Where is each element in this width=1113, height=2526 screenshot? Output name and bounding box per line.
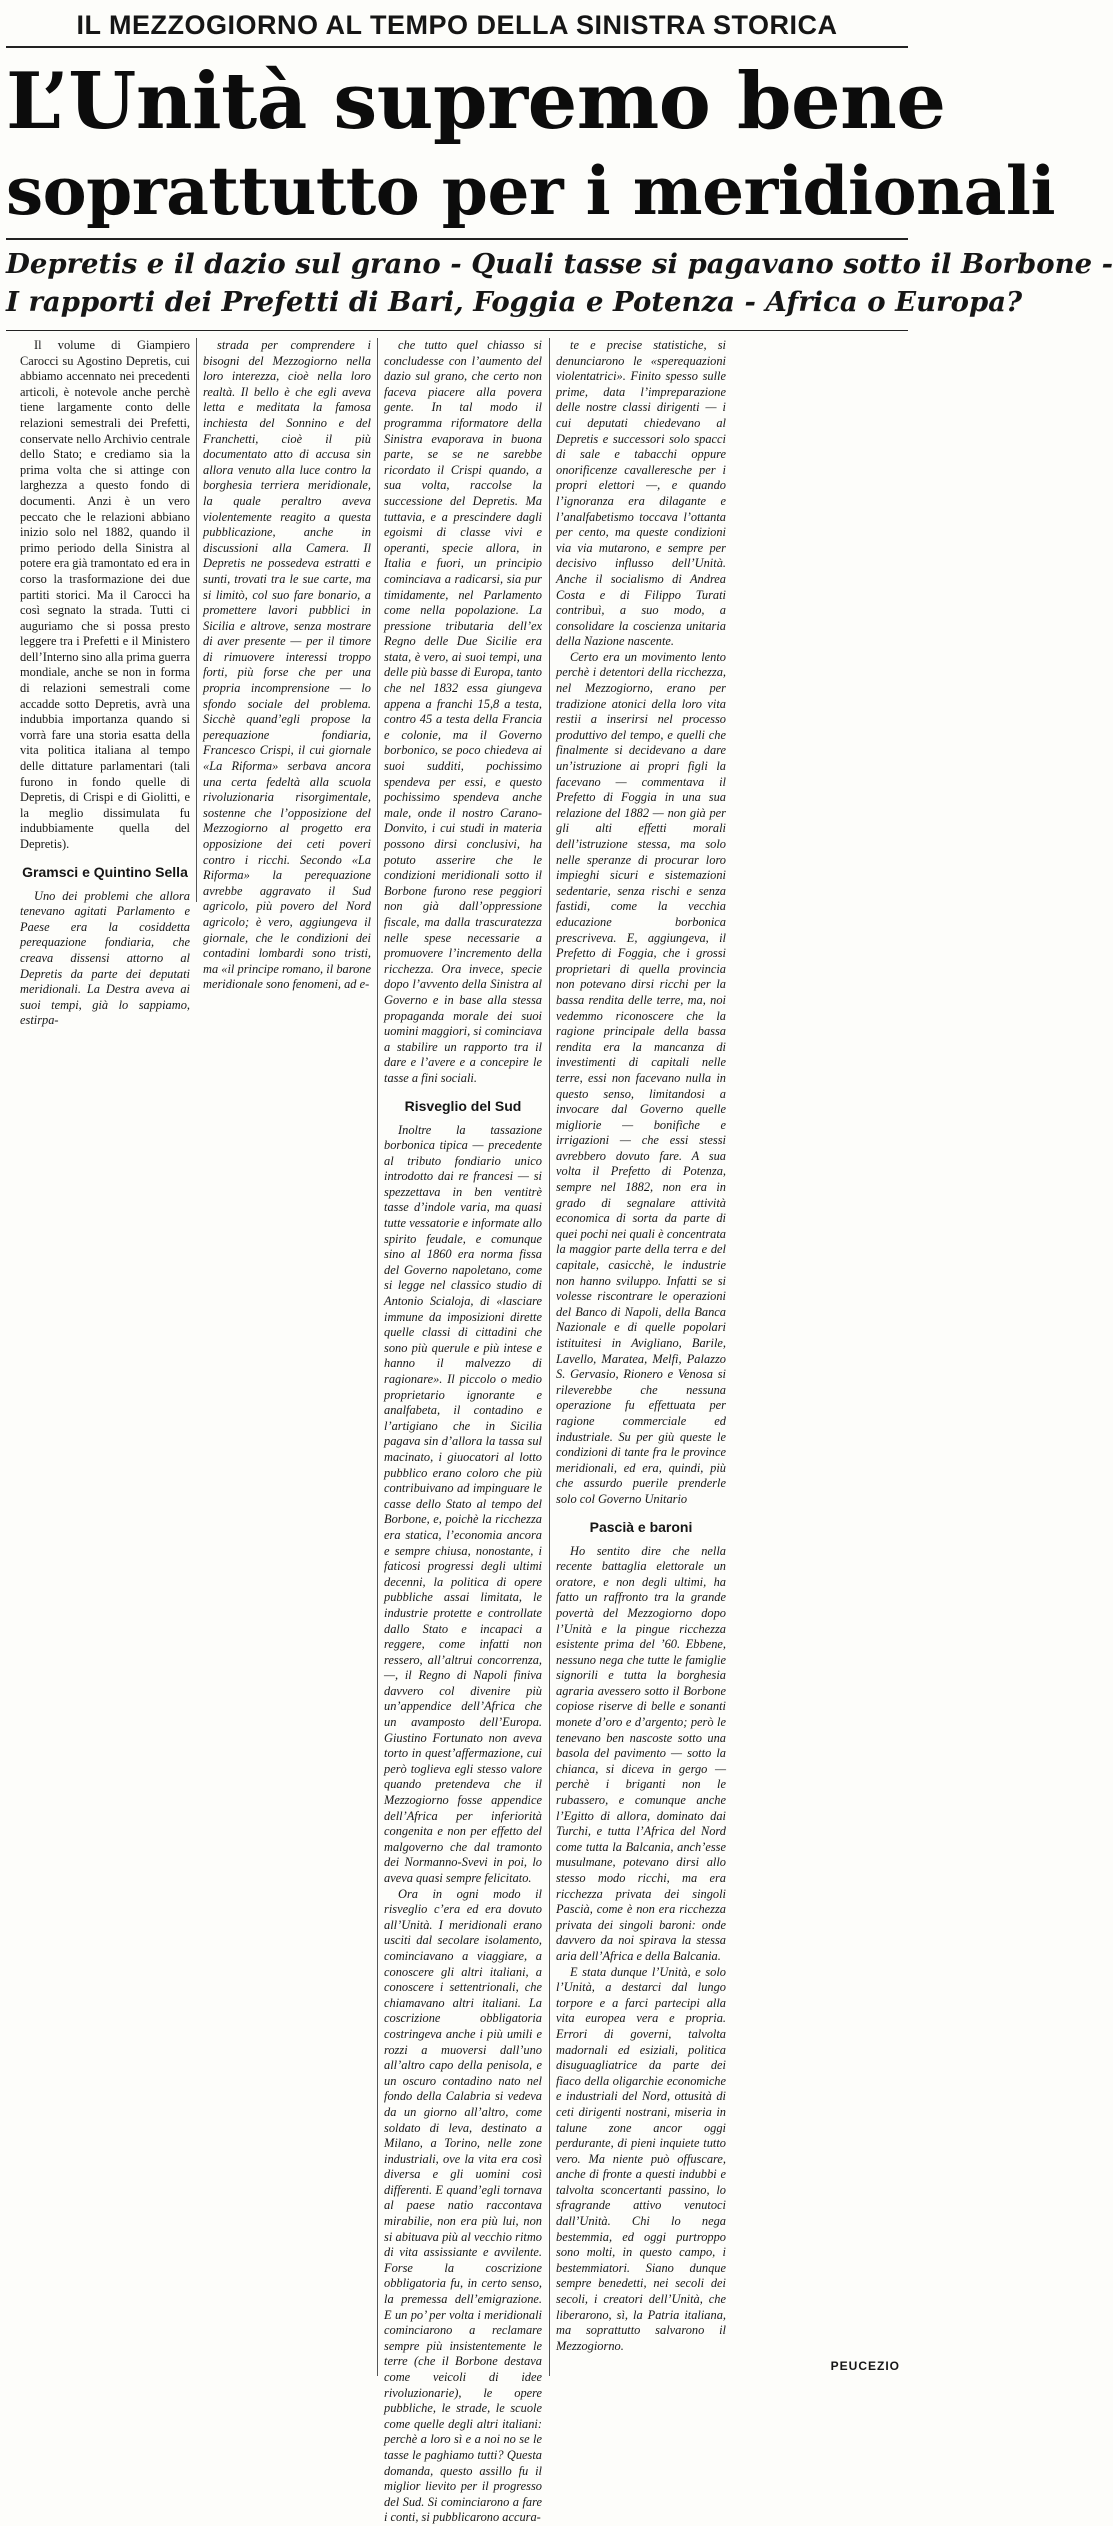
deck-line-1: Depretis e il dazio sul grano - Quali tasse si pagavano sotto il Borbone -: [6, 248, 1113, 280]
column-3-paragraph-3: Ora in ogni modo il risveglio c’era ed era dovuto all’Unità. I meridionali erano usciti dal secolare isolamento, cominciavano a viaggiare, a conoscere gli altri italiani, a conoscere i settentrionali, che chiamavano altri italiani. La coscrizione obbligatoria costringeva anche i più umili e rozzi a muoversi dall’uno all’altro capo della penisola, e un oscuro contadino nato nel fondo della Calabria si vedeva da un giorno all’altro, come soldato di leva, destinato a Milano, a Torino, nelle zone industriali, ove la vita era così diversa e gli uomini così differenti. E quand’egli tornava al paese natio raccontava mirabilie, non era più lui, non si abituava più al vecchio ritmo di vita assissiante e avvilente. Forse la coscrizione obbligatoria fu, in certo senso, la premessa dell’emigrazione. E un po’ per volta i meridionali cominciarono a reclamare sempre più insistentemente le terre (che il Borbone destava come veicoli di idee rivoluzionarie), le opere pubbliche, le strade, le scuole come quelle degli altri italiani: perchè a loro sì e a noi no se le tasse le paghiamo tutti? Questa domanda, questo assillo fu il miglior lievito per il progresso del Sud. Si cominciarono a fare i conti, si pubblicarono accura-: [384, 1886, 542, 2525]
column-2: [203, 338, 371, 992]
column-divider: [377, 338, 378, 2376]
headline-line-2: soprattutto per i meridionali: [6, 152, 1056, 230]
column-4-paragraph-1: te e precise statistiche, si denunciarono le «sperequazioni violentatrici». Finito spesso sulle prime, data l’impreparazione delle nostre classi dirigenti — i cui deputati chiedevano al Depretis e successori solo spacci di sale e tabacchi oppure onorificenze cavalleresche per i propri elettori —, e quando l’ignoranza era dilagante e l’analfabetismo toccava l’ottanta per cento, ma queste condizioni via via mutarono, e sempre per decisivo influsso dell’Unità. Anche il socialismo di Andrea Costa e di Filippo Turati contribuì, a suo modo, a consolidare la coscienza unitaria della Nazione nascente.: [556, 338, 726, 649]
column-1-paragraph-2: Uno dei problemi che allora tenevano agitati Parlamento e Paese era la cosiddetta perequazione fondiaria, che creava dissensi attorno al Depretis da parte dei deputati meridionali. La Destra aveva ai suoi tempi, già lo sappiamo, estirpa-: [20, 888, 190, 1028]
author-signature: PEUCEZIO: [830, 2359, 900, 2373]
column-4: [556, 338, 726, 2353]
kicker: IL MEZZOGIORNO AL TEMPO DELLA SINISTRA STORICA: [76, 10, 838, 40]
column-4-paragraph-3: Ho sentito dire che nella recente battaglia elettorale un oratore, e non degli ultimi, ha fatto un raffronto tra la grande povertà del Mezzogiorno dopo l’Unità e la pingue ricchezza esistente prima del ’60. Ebbene, nessuno nega che tutte le famiglie signorili e tutta la borghesia agraria avessero sotto il Borbone copiose riserve di belle e sonanti monete d’oro e d’argento; però le tenevano ben nascoste sotto una basola del pavimento — sotto la chianca, si diceva in gergo — perchè i briganti non le rubassero, e comunque anche l’Egitto di allora, dominato dai Turchi, e tutta l’Africa del Nord come tutta la Balcania, anch’esse musulmane, potevano dirsi allo stesso modo ricchi, ma era ricchezza privata dei singoli Pascià, come è non era ricchezza privata dei singoli baroni: onde davvero da noi spirava la stessa aria dell’Africa e della Balcania.: [556, 1543, 726, 1963]
headline-line-1: L’Unità supremo bene: [6, 56, 946, 147]
column-1: [20, 338, 190, 1028]
deck-rule: [6, 330, 908, 331]
subheading-pascia: Pascià e baroni: [589, 1518, 693, 1535]
column-3-paragraph-1: che tutto quel chiasso si concludesse con l’aumento del dazio sul grano, che certo non faceva piacere alla povera gente. In tal modo il programma riformatore della Sinistra evaporava in buona parte, se se ne sarebbe ricordato il Crispi quando, a sua volta, raccolse la successione del Depretis. Ma tuttavia, e a prescindere dagli egoismi di classe vivi e operanti, specie allora, in Italia e fuori, un principio cominciava a radicarsi, sia pur timidamente, nel Parlamento come nella popolazione. La pressione tributaria dell’ex Regno delle Due Sicilie era stata, è vero, ai suoi tempi, una delle più basse di Europa, tanto che nel 1832 essa giungeva appena a franchi 15,8 a testa, contro 45 a testa della Francia e colonie, ma il Governo borbonico, se poco chiedeva ai suoi sudditi, pochissimo spendeva per essi, e questo pochissimo spendeva anche male, onde il nostro Carano-Donvito, i cui studi in materia possono dirsi conclusivi, ha potuto asserire che le condizioni meridionali sotto il Borbone furono rese peggiori non già dall’oppressione fiscale, ma dalla trascuratezza nelle spese necessarie a promuovere l’incremento della ricchezza. Ora invece, specie dopo l’avvento della Sinistra al Governo e in base alla stessa propaganda morale dei suoi uomini maggiori, si cominciava a stabilire un rapporto tra il dare e l’avere e a concepire le tasse a fini sociali.: [384, 338, 542, 1085]
subheading-risveglio: Risveglio del Sud: [404, 1097, 522, 1114]
column-divider: [196, 338, 197, 902]
column-divider: [549, 338, 550, 2376]
subheading-gramsci: Gramsci e Quintino Sella: [22, 863, 188, 880]
column-1-paragraph-1: Il volume di Giampiero Carocci su Agostino Depretis, cui abbiamo accennato nei precedenti articoli, è notevole anche perchè tiene largamente conto delle relazioni semestrali dei Prefetti, conservate nello Archivio centrale dello Stato; e crediamo sia la prima volta che si attinge con larghezza a questo fondo di documenti. Anzi è un vero peccato che le relazioni abbiano inizio solo nel 1882, quando il primo periodo della Sinistra al potere era già tramontato ed era in corso la trasformazione dei due partiti storici. Ma il Carocci ha così segnato la strada. Tutti ci auguriamo che si possa presto leggere tra i Prefetti e il Ministero dell’Interno sino alla prima guerra mondiale, anche se non in forma di relazioni semestrali come accadde sotto Depretis, avrà una indubbia importanza quando si vorrà fare una storia esatta della vita politica italiana al tempo delle dittature parlamentari (tali furono in fondo quelle di Depretis, di Crispi e di Giolitti, e la meglio dissimulata fu indubbiamente quella del Depretis).: [20, 338, 190, 851]
column-3: [384, 338, 542, 2525]
column-3-paragraph-2: Inoltre la tassazione borbonica tipica — precedente al tributo fondiario unico introdotto dai re francesi — si spezzettava in ben ventitrè tasse d’indole varia, ma quasi tutte vessatorie e informate allo spirito feudale, e comunque sino al 1860 era norma fissa del Governo napoletano, come si legge nel classico studio di Antonio Scialoja, di «lasciare immune da imposizioni dirette quelle classi di cittadini che sono più querule e più intese e hanno il malvezzo di ragionare». Il piccolo o medio proprietario ignorante e analfabeta, il contadino e l’artigiano che in Sicilia pagava sin d’allora la tassa sul macinato, i giuocatori al lotto pubblico erano coloro che più contribuivano ad impinguare le casse dello Stato al tempo del Borbone, e, poichè la ricchezza era statica, l’economia ancora e sempre chiusa, nonostante, i faticosi progressi degli ultimi decenni, la politica di opere pubbliche assai limitata, le industrie protette e controllate dallo Stato e incapaci a reggere, come infatti non ressero, all’altrui concorrenza, —, il Regno di Napoli finiva davvero col divenire più un’appendice dell’Africa che un avamposto dell’Europa. Giustino Fortunato non aveva torto in quest’affermazione, cui però toglieva egli stesso valore quando pretendeva che il Mezzogiorno fosse appendice dell’Africa per inferiorità congenita e non per effetto del malgoverno che dal tramonto dei Normanno-Svevi in poi, lo aveva quasi sempre felicitato.: [384, 1122, 542, 1885]
deck-line-2: I rapporti dei Prefetti di Bari, Foggia e Potenza - Africa o Europa?: [6, 286, 1023, 318]
column-4-paragraph-4: E stata dunque l’Unità, e solo l’Unità, a destarci dal lungo torpore e a farci partecipi alla vita europea vera e propria. Errori di governi, talvolta madornali ed esiziali, politica disuguagliatrice da parte dei fiaco della oligarchie economiche e industriali del Nord, ottusità di ceti dirigenti nostrani, miseria in talune zone ancor oggi perdurante, di pieni inquiete tutto vero. Ma niente può offuscare, anche di fronte a questi indubbi e talvolta sconcertanti passino, lo sfragrande attivo venutoci dall’Unità. Chi lo nega bestemmia, ed oggi purtroppo sono molti, in questo campo, i bestemmiatori. Siano dunque sempre benedetti, nei secoli dei secoli, i creatori dell’Unità, che liberarono, sì, la Patria italiana, ma soprattutto salvarono il Mezzogiorno.: [556, 1964, 726, 2353]
column-2-paragraph-1: strada per comprendere i bisogni del Mezzogiorno nella loro interezza, cioè nella loro realtà. Il bello è che egli aveva letta e meditata la famosa inchiesta del Sonnino e del Franchetti, cioè il più documentato atto di accusa sin allora venuto alla luce contro la borghesia terriera meridionale, la quale peraltro aveva violentemente reagito a questa pubblicazione, anche in discussioni alla Camera. Il Depretis ne possedeva estratti e sunti, trovati tra le sue carte, ma si limitò, col suo fare bonario, a promettere lavori pubblici in Sicilia e altrove, senza mostrare di aver presente — per il timore di rimuovere interessi troppo forti, più forse che per una propria incomprensione — lo sfondo sociale del problema. Sicchè quand’egli propose la perequazione fondiaria, Francesco Crispi, il cui giornale «La Riforma» serbava ancora una certa fedeltà alla scuola rivoluzionaria risorgimentale, sostenne che l’opposizione del Mezzogiorno al progetto era opposizione dei ceti poveri contro i ricchi. Secondo «La Riforma» la perequazione avrebbe aggravato il Sud agricolo, più povero del Nord agricolo; è vero, aggiungeva il giornale, che le condizioni dei contadini lombardi sono tristi, ma «il principe romano, il barone meridionale sono fenomeni, ad e-: [203, 338, 371, 992]
column-4-paragraph-2: Certo era un movimento lento perchè i detentori della ricchezza, nel Mezzogiorno, erano per tradizione atonici della loro vita restii a inserirsi nel processo produttivo del tempo, e quelli che finalmente si decidevano a dare un’istruzione ai propri figli la facevano — commentava il Prefetto di Foggia in una sua relazione del 1882 — non già per gli alti effetti morali dell’istruzione stessa, ma solo nelle speranze di procurar loro impieghi sicuri e sistemazioni sedentarie, senza rischi e senza fastidi, come la vecchia educazione borbonica prescriveva. E, aggiungeva, il Prefetto di Foggia, che i grossi proprietari di quella provincia non potevano dirsi ricchi per la bassa rendita delle terre, ma, noi vedemmo riconoscere che la ragione principale della bassa rendita era la mancanza di investimenti di capitali nelle terre, essi non facevano nulla in questo senso, limitandosi a invocare dal Governo quelle migliorie — bonifiche e irrigazioni — che essi stessi avrebbero dovuto fare. A sua volta il Prefetto di Potenza, sempre nel 1882, non era in grado di segnalare attività economica di sorta da parte di quei pochi nei quali è concentrata la maggior parte della terra e del capitale, casicchè, le industrie non hanno sviluppo. Infatti se si volesse riscontrare le operazioni del Banco di Napoli, della Banca Nazionale e di quelle popolari istituitesi in Avigliano, Barile, Lavello, Maratea, Melfi, Palazzo S. Gervasio, Rionero e Venosa si rileverebbe che nessuna operazione fu effettuata per ragione commerciale ed industriale. Su per giù queste le condizioni di tante fra le province meridionali, ed era, quindi, più che assurdo puerile prenderle solo col Governo Unitario: [556, 649, 726, 1506]
top-rule: [6, 46, 908, 48]
headline-rule: [6, 238, 908, 240]
